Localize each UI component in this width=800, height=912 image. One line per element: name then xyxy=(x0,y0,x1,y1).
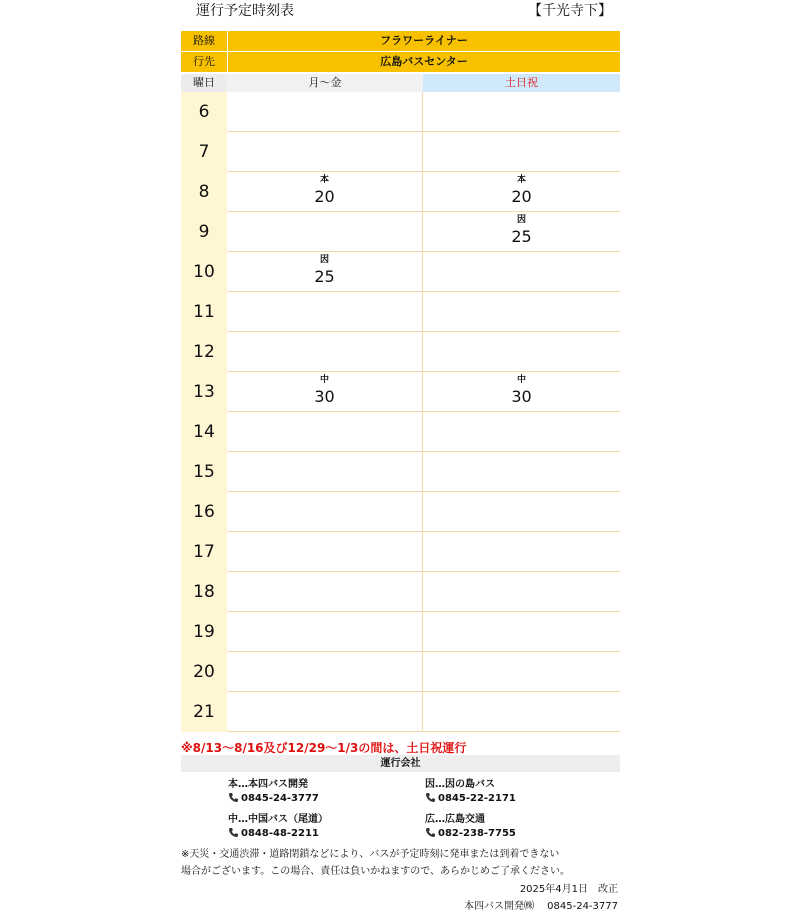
hour-cell: 6 xyxy=(181,92,227,132)
table-row xyxy=(181,292,620,332)
weekday-cell xyxy=(227,132,423,171)
table-row xyxy=(181,372,620,412)
holiday-cell xyxy=(423,452,620,491)
operators-title: 運行会社 xyxy=(181,755,620,772)
disclaimer-line-1: ※天災・交通渋滞・道路閉鎖などにより、バスが予定時刻に発車または到着できない xyxy=(181,849,560,860)
phone-icon xyxy=(228,827,239,838)
hour-cell: 7 xyxy=(181,132,227,172)
route-row xyxy=(181,31,620,52)
hour-cell: 15 xyxy=(181,452,227,492)
hour-cell: 16 xyxy=(181,492,227,532)
timetable-grid xyxy=(181,92,620,732)
table-row xyxy=(181,212,620,252)
operator-code: 因 xyxy=(516,215,526,225)
weekday-cell xyxy=(227,692,423,731)
hour-cell: 11 xyxy=(181,292,227,332)
table-row xyxy=(181,172,620,212)
table-row xyxy=(181,492,620,532)
hour-cell: 21 xyxy=(181,692,227,732)
page-title: 運行予定時刻表 xyxy=(196,3,294,19)
page-header xyxy=(181,0,620,24)
holiday-cell xyxy=(423,172,620,211)
hour-cell: 20 xyxy=(181,652,227,692)
departure-minute: 25 xyxy=(314,267,335,286)
departure-minute: 25 xyxy=(511,227,532,246)
table-row xyxy=(181,92,620,132)
hour-cell: 8 xyxy=(181,172,227,212)
hour-cell: 12 xyxy=(181,332,227,372)
table-row xyxy=(181,332,620,372)
holiday-cell xyxy=(423,92,620,131)
departure xyxy=(423,214,620,248)
weekday-cell xyxy=(227,212,423,251)
departure xyxy=(227,174,422,208)
weekday-header: 月～金 xyxy=(227,74,423,92)
disclaimer-line-2: 場合がございます。この場合、責任は負いかねますので、あらかじめご了承ください。 xyxy=(181,866,570,877)
operator-name: 本…本四バス開発 xyxy=(228,779,308,790)
table-row xyxy=(181,532,620,572)
stop-name: 【千光寺下】 xyxy=(528,3,612,19)
table-row xyxy=(181,692,620,732)
weekday-cell xyxy=(227,652,423,691)
day-header-row xyxy=(181,74,620,92)
operator-tel: 0845-22-2171 xyxy=(425,792,516,804)
weekday-cell xyxy=(227,412,423,451)
hour-cell: 14 xyxy=(181,412,227,452)
destination-value: 広島バスセンター xyxy=(380,55,468,68)
holiday-cell xyxy=(423,412,620,451)
table-row xyxy=(181,652,620,692)
weekday-cell xyxy=(227,372,423,411)
operator-name: 因…因の島バス xyxy=(425,779,495,790)
departure-minute: 30 xyxy=(314,387,335,406)
holiday-cell xyxy=(423,212,620,251)
operator-code: 中 xyxy=(516,375,526,385)
holiday-cell xyxy=(423,652,620,691)
table-row xyxy=(181,452,620,492)
departure xyxy=(227,374,422,408)
hour-cell: 18 xyxy=(181,572,227,612)
publisher-info: 本四バス開発㈱ 0845-24-3777 xyxy=(463,901,618,912)
departure-minute: 30 xyxy=(511,387,532,406)
holiday-cell xyxy=(423,292,620,331)
operator-code: 中 xyxy=(319,375,329,385)
holiday-cell xyxy=(423,252,620,291)
operator-name: 広…広島交通 xyxy=(425,814,485,825)
hour-cell: 13 xyxy=(181,372,227,412)
operator-code: 本 xyxy=(516,175,526,185)
weekday-cell xyxy=(227,332,423,371)
operator-code: 本 xyxy=(319,175,329,185)
table-row xyxy=(181,132,620,172)
departure-minute: 20 xyxy=(314,187,335,206)
holiday-cell xyxy=(423,492,620,531)
weekday-cell xyxy=(227,532,423,571)
route-label: 路線 xyxy=(181,31,228,51)
notice-text: ※8/13～8/16及び12/29～1/3の間は、土日祝運行 xyxy=(181,741,467,755)
hour-cell: 19 xyxy=(181,612,227,652)
revised-date: 2025年4月1日 改正 xyxy=(519,884,618,895)
hour-cell: 10 xyxy=(181,252,227,292)
holiday-cell xyxy=(423,332,620,371)
hour-cell: 17 xyxy=(181,532,227,572)
holiday-cell xyxy=(423,572,620,611)
operator-tel: 082-238-7755 xyxy=(425,827,516,839)
weekday-cell xyxy=(227,252,423,291)
weekday-cell xyxy=(227,92,423,131)
route-value: フラワーライナー xyxy=(380,34,468,47)
holiday-cell xyxy=(423,612,620,651)
day-label: 曜日 xyxy=(181,74,227,92)
departure-minute: 20 xyxy=(511,187,532,206)
holiday-header: 土日祝 xyxy=(423,74,620,92)
destination-label: 行先 xyxy=(181,52,228,72)
hour-cell: 9 xyxy=(181,212,227,252)
table-row xyxy=(181,412,620,452)
holiday-cell xyxy=(423,692,620,731)
operator-name: 中…中国バス（尾道） xyxy=(228,814,328,825)
operator-code: 因 xyxy=(319,255,329,265)
phone-icon xyxy=(425,827,436,838)
table-row xyxy=(181,572,620,612)
departure xyxy=(423,174,620,208)
weekday-cell xyxy=(227,452,423,491)
weekday-cell xyxy=(227,572,423,611)
phone-icon xyxy=(425,792,436,803)
operator-tel: 0848-48-2211 xyxy=(228,827,319,839)
table-row xyxy=(181,252,620,292)
weekday-cell xyxy=(227,492,423,531)
destination-row xyxy=(181,52,620,73)
holiday-cell xyxy=(423,372,620,411)
holiday-cell xyxy=(423,132,620,171)
phone-icon xyxy=(228,792,239,803)
departure xyxy=(227,254,422,288)
table-row xyxy=(181,612,620,652)
operator-tel: 0845-24-3777 xyxy=(228,792,319,804)
holiday-cell xyxy=(423,532,620,571)
departure xyxy=(423,374,620,408)
weekday-cell xyxy=(227,172,423,211)
weekday-cell xyxy=(227,612,423,651)
weekday-cell xyxy=(227,292,423,331)
